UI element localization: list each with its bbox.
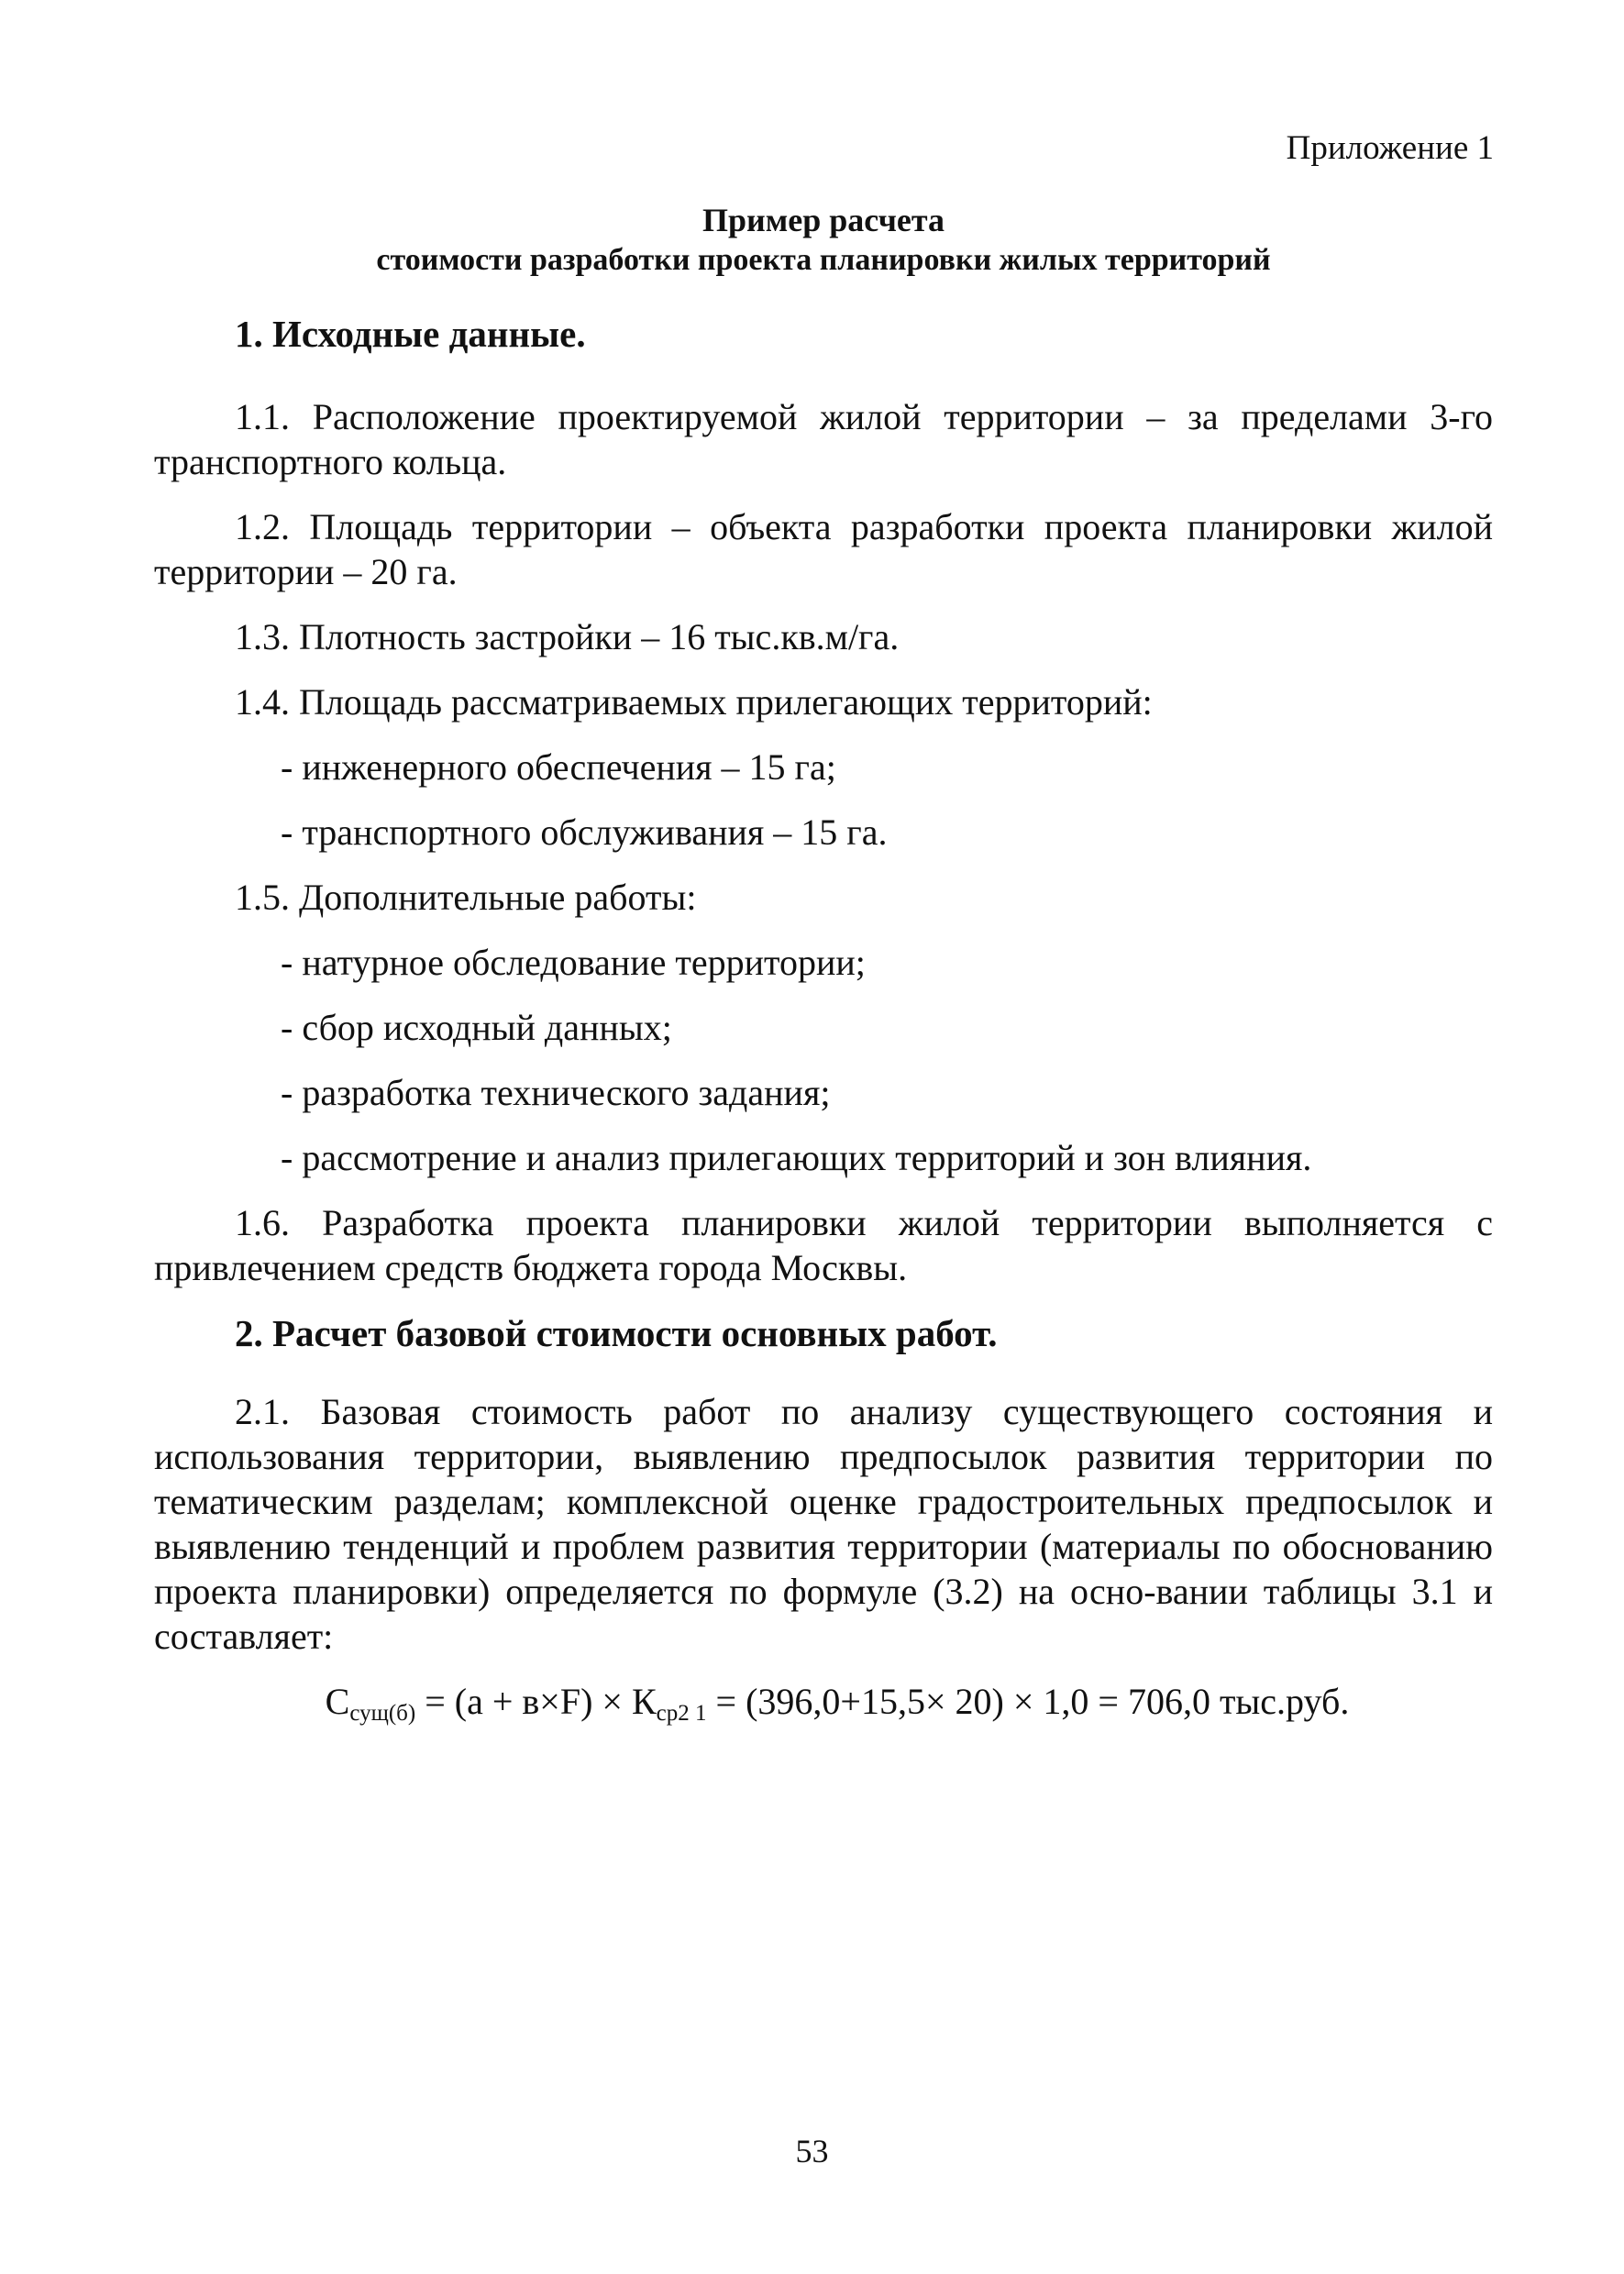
paragraph-1-3: 1.3. Плотность застройки – 16 тыс.кв.м/га. — [235, 616, 900, 657]
list-item: - рассмотрение и анализ прилегающих территорий и зон влияния. — [281, 1137, 1312, 1178]
page-number: 53 — [795, 2133, 829, 2169]
title-line-2: стоимости разработки проекта планировки жилых территорий — [376, 243, 1271, 277]
document-body — [154, 312, 1493, 1724]
paragraph-1-4: 1.4. Площадь рассматриваемых прилегающих территорий: — [235, 681, 1153, 723]
list-item: - инженерного обеспечения – 15 га; — [281, 746, 836, 788]
formula-subscript-k: ср2 1 — [656, 1701, 707, 1726]
formula-part-1: = (а + в×F) × К — [415, 1681, 657, 1722]
paragraph-1-1: 1.1. Расположение проектируемой жилой территории – за пределами 3-го транспортного кольца. — [154, 396, 1493, 482]
paragraph-1-2: 1.2. Площадь территории – объекта разработки проекта планировки жилой территории – 20 га. — [154, 506, 1493, 592]
list-item: - транспортного обслуживания – 15 га. — [281, 811, 888, 853]
list-item: - сбор исходный данных; — [281, 1007, 672, 1048]
section-1-heading: 1. Исходные данные. — [235, 313, 586, 355]
appendix-label: Приложение 1 — [1286, 129, 1494, 167]
formula-symbol-c: С — [325, 1681, 350, 1722]
paragraph-1-5: 1.5. Дополнительные работы: — [235, 877, 697, 918]
section-2-heading: 2. Расчет базовой стоимости основных работ. — [235, 1312, 998, 1354]
paragraph-2-1: 2.1. Базовая стоимость работ по анализу существующего состояния и использования территории, выявлению предпосылок развития территории по тематическим разделам; комплексной оценке градостроительных предпосылок и выявлению тенденций и проблем развития территории (материалы по обоснованию проекта планировки) определяется по формуле (3.2) на осно-вании таблицы 3.1 и составляет: — [154, 1391, 1493, 1657]
cost-formula — [154, 1679, 1493, 1724]
list-item: - натурное обследование территории; — [281, 942, 866, 983]
title-line-1: Пример расчета — [702, 202, 945, 238]
document-title — [154, 200, 1493, 281]
paragraph-1-6: 1.6. Разработка проекта планировки жилой территории выполняется с привлечением средств бюджета города Москвы. — [154, 1202, 1493, 1288]
list-item: - разработка технического задания; — [281, 1072, 831, 1113]
formula-subscript-c: сущ(б) — [349, 1701, 416, 1726]
formula-part-2: = (396,0+15,5× 20) × 1,0 = 706,0 тыс.руб. — [706, 1681, 1350, 1722]
